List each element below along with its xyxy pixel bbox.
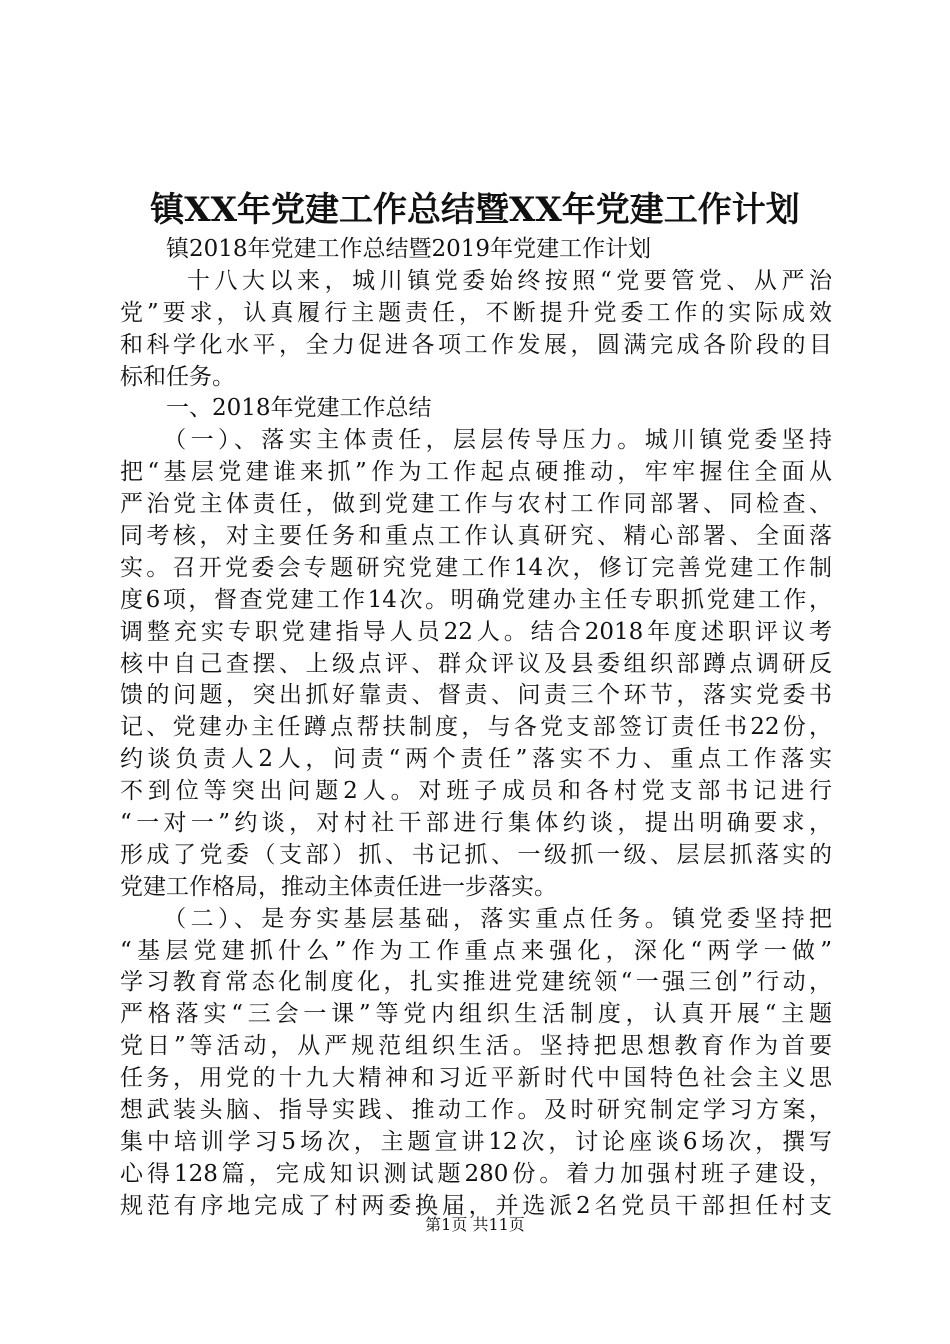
body-line: 约谈负责人2人，问责“两个责任”落实不力、重点工作落实 — [120, 746, 832, 773]
document-body — [120, 234, 832, 1223]
body-line: 党”要求，认真履行主题责任，不断提升党委工作的实际成效 — [120, 299, 832, 326]
body-line: 把“基层党建谁来抓”作为工作起点硬推动，牢牢握住全面从 — [120, 459, 832, 486]
body-line: 镇2018年党建工作总结暨2019年党建工作计划 — [120, 236, 652, 262]
body-line: 调整充实专职党建指导人员22人。结合2018年度述职评议考 — [120, 618, 832, 645]
body-line: （二）、是夯实基层基础，落实重点任务。镇党委坚持把 — [120, 905, 832, 932]
body-line: 心得128篇，完成知识测试题280份。着力加强村班子建设， — [120, 1160, 832, 1187]
body-line: “一对一”约谈，对村社干部进行集体约谈，提出明确要求， — [120, 810, 832, 837]
body-line: 记、党建办主任蹲点帮扶制度，与各党支部签订责任书22份， — [120, 714, 832, 741]
body-line: 标和任务。 — [120, 363, 235, 390]
body-line: 不到位等突出问题2人。对班子成员和各村党支部书记进行 — [120, 778, 832, 805]
body-line: 想武装头脑、指导实践、推动工作。及时研究制定学习方案， — [120, 1097, 832, 1124]
body-line: 党建工作格局，推动主体责任进一步落实。 — [120, 873, 557, 900]
body-line: （一）、落实主体责任，层层传导压力。城川镇党委坚持 — [120, 427, 832, 454]
page-number-footer: 第1页 共11页 — [425, 1215, 525, 1234]
body-line: 同考核，对主要任务和重点工作认真研究、精心部署、全面落 — [120, 523, 832, 550]
body-line: 度6项，督查党建工作14次。明确党建办主任专职抓党建工作， — [120, 586, 832, 613]
body-line: 党日”等活动，从严规范组织生活。坚持把思想教育作为首要 — [120, 1033, 832, 1060]
body-line: 严格落实“三会一课”等党内组织生活制度，认真开展“主题 — [120, 1001, 832, 1028]
body-line: 学习教育常态化制度化，扎实推进党建统领“一强三创”行动， — [120, 969, 832, 996]
document-title: 镇XX年党建工作总结暨XX年党建工作计划 — [150, 190, 800, 230]
body-line: 严治党主体责任，做到党建工作与农村工作同部署、同检查、 — [120, 491, 832, 518]
body-line: 任务，用党的十九大精神和习近平新时代中国特色社会主义思 — [120, 1065, 832, 1092]
body-line: 馈的问题，突出抓好靠责、督责、问责三个环节，落实党委书 — [120, 682, 832, 709]
body-line: 规范有序地完成了村两委换届，并选派2名党员干部担任村支 — [120, 1192, 832, 1219]
section-heading: 一、2018年党建工作总结 — [120, 395, 432, 422]
body-line: 形成了党委（支部）抓、书记抓、一级抓一级、层层抓落实的 — [120, 841, 832, 868]
body-line: 核中自己查摆、上级点评、群众评议及县委组织部蹲点调研反 — [120, 650, 832, 677]
body-line: 集中培训学习5场次，主题宣讲12次，讨论座谈6场次，撰写 — [120, 1128, 832, 1155]
body-line: 和科学化水平，全力促进各项工作发展，圆满完成各阶段的目 — [120, 331, 832, 358]
body-line: “基层党建抓什么”作为工作重点来强化，深化“两学一做” — [120, 937, 832, 964]
body-line: 十八大以来，城川镇党委始终按照“党要管党、从严治 — [120, 267, 832, 294]
body-line: 实。召开党委会专题研究党建工作14次，修订完善党建工作制 — [120, 554, 832, 581]
